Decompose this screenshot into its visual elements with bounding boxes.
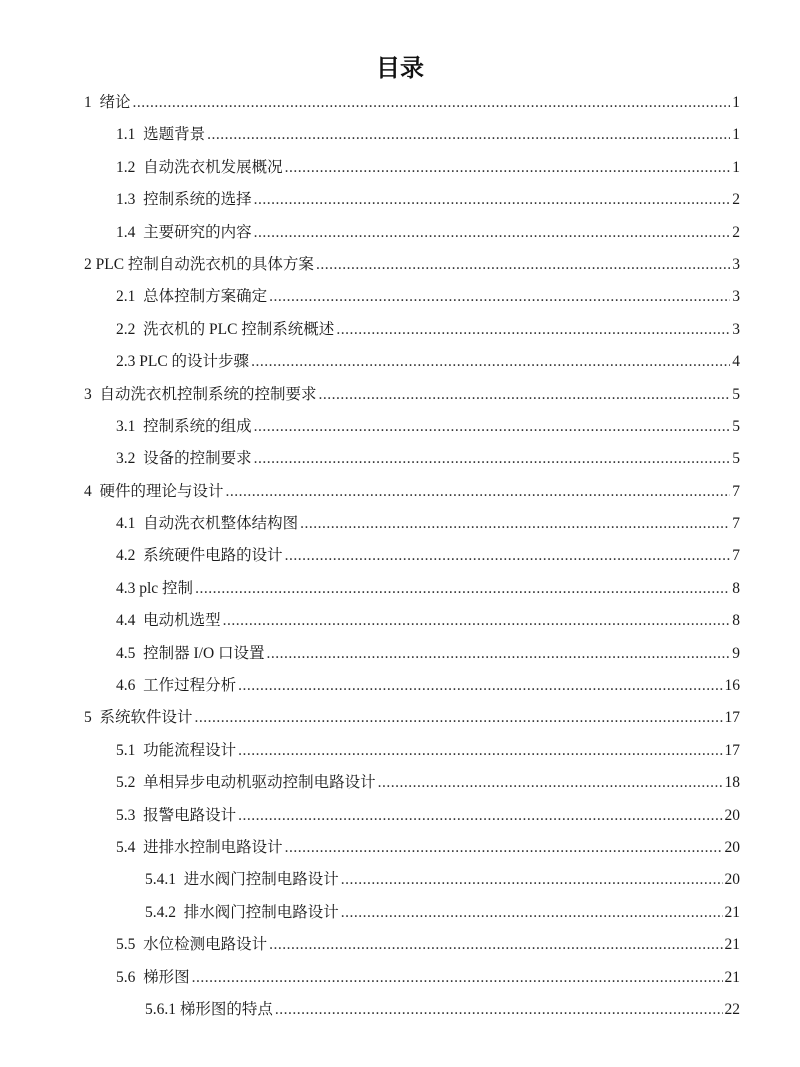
page-number: 7 xyxy=(732,482,740,500)
section-number: 2.2 xyxy=(116,320,144,338)
dot-leader xyxy=(341,864,723,896)
section-title: 自动洗衣机发展概况 xyxy=(143,158,283,176)
section-number: 1 xyxy=(84,94,100,111)
toc-entry[interactable] xyxy=(84,767,740,799)
section-title: 控制系统的选择 xyxy=(143,191,252,209)
section-title: 控制器 I/O 口设置 xyxy=(143,644,265,662)
toc-entry[interactable] xyxy=(84,800,740,832)
toc-entry[interactable] xyxy=(84,281,740,313)
section-number: 1.2 xyxy=(116,158,144,176)
page-number: 5 xyxy=(732,417,740,435)
section-title: 自动洗衣机整体结构图 xyxy=(143,515,299,533)
section-number: 2 xyxy=(84,255,96,273)
dot-leader xyxy=(285,152,730,184)
page-number: 21 xyxy=(724,903,740,921)
page-number: 3 xyxy=(732,255,740,273)
toc-entry[interactable] xyxy=(84,249,740,281)
toc-entry[interactable] xyxy=(84,702,740,734)
dot-leader xyxy=(195,702,723,734)
page-number: 5 xyxy=(732,450,740,468)
dot-leader xyxy=(285,540,730,572)
dot-leader xyxy=(192,962,723,994)
section-number: 5.5 xyxy=(116,936,144,954)
toc-entry[interactable] xyxy=(84,443,740,475)
section-number: 4.6 xyxy=(116,677,144,695)
page-number: 3 xyxy=(732,288,740,306)
toc-entry[interactable] xyxy=(84,864,740,896)
section-number: 5.4 xyxy=(116,838,144,856)
section-title: 硬件的理论与设计 xyxy=(99,482,224,500)
dot-leader xyxy=(238,670,722,702)
section-title: 水位检测电路设计 xyxy=(143,936,268,954)
section-number: 1.3 xyxy=(116,191,144,209)
section-number: 4.1 xyxy=(116,515,144,533)
dot-leader xyxy=(254,443,730,475)
page-number: 1 xyxy=(732,158,740,176)
dot-leader xyxy=(195,573,730,605)
toc-entry[interactable] xyxy=(84,605,740,637)
toc-entry[interactable] xyxy=(84,929,740,961)
section-number: 2.1 xyxy=(116,288,144,306)
toc-entry[interactable] xyxy=(84,573,740,605)
toc-entry[interactable] xyxy=(84,540,740,572)
section-title: 排水阀门控制电路设计 xyxy=(183,903,339,921)
section-title: 系统软件设计 xyxy=(99,709,193,727)
toc-entry[interactable] xyxy=(84,962,740,994)
section-title: plc 控制 xyxy=(139,579,194,597)
section-number: 1.4 xyxy=(116,223,144,241)
page-number: 1 xyxy=(732,94,740,111)
dot-leader xyxy=(378,767,723,799)
toc-entry[interactable] xyxy=(84,670,740,702)
page-number: 2 xyxy=(732,223,740,241)
toc-entry[interactable] xyxy=(84,897,740,929)
page-number: 21 xyxy=(724,968,740,986)
page-number: 8 xyxy=(732,579,740,597)
section-number: 5.2 xyxy=(116,774,144,792)
section-number: 1.1 xyxy=(116,126,144,144)
section-title: 设备的控制要求 xyxy=(143,450,252,468)
toc-entry[interactable] xyxy=(84,638,740,670)
section-title: PLC 的设计步骤 xyxy=(139,353,250,371)
section-title: 电动机选型 xyxy=(143,612,221,630)
page-number: 9 xyxy=(732,644,740,662)
dot-leader xyxy=(285,832,723,864)
toc-entry[interactable] xyxy=(84,832,740,864)
section-title: 进排水控制电路设计 xyxy=(143,838,283,856)
section-title: 梯形图的特点 xyxy=(179,1000,273,1018)
section-number: 3.1 xyxy=(116,417,144,435)
section-number: 5 xyxy=(84,709,100,727)
section-number: 5.3 xyxy=(116,806,144,824)
section-title: 梯形图 xyxy=(143,968,190,986)
section-number: 3 xyxy=(84,385,100,403)
toc-entry[interactable] xyxy=(84,346,740,378)
page-number: 20 xyxy=(724,838,740,856)
page-number: 17 xyxy=(724,741,740,759)
page-number: 20 xyxy=(724,871,740,889)
section-number: 5.6.1 xyxy=(145,1000,180,1018)
section-title: 系统硬件电路的设计 xyxy=(143,547,283,565)
toc-entry[interactable] xyxy=(84,314,740,346)
dot-leader xyxy=(336,314,730,346)
toc-entry[interactable] xyxy=(84,184,740,216)
section-number: 4 xyxy=(84,482,100,500)
section-number: 4.2 xyxy=(116,547,144,565)
dot-leader xyxy=(254,411,730,443)
section-number: 5.6 xyxy=(116,968,144,986)
section-title: 功能流程设计 xyxy=(143,741,237,759)
section-title: 选题背景 xyxy=(143,126,206,144)
page-number: 7 xyxy=(732,515,740,533)
section-title: 报警电路设计 xyxy=(143,806,237,824)
dot-leader xyxy=(275,994,723,1026)
page-number: 18 xyxy=(724,774,740,792)
section-number: 4.5 xyxy=(116,644,144,662)
dot-leader xyxy=(254,184,730,216)
page-number: 8 xyxy=(732,612,740,630)
dot-leader xyxy=(133,87,730,119)
section-number: 4.3 xyxy=(116,579,140,597)
page-title: 目录 xyxy=(376,54,424,82)
page-number: 20 xyxy=(724,806,740,824)
page-number: 17 xyxy=(724,709,740,727)
section-title: 总体控制方案确定 xyxy=(143,288,268,306)
toc-entry[interactable] xyxy=(84,476,740,508)
page-number: 21 xyxy=(724,936,740,954)
section-number: 3.2 xyxy=(116,450,144,468)
dot-leader xyxy=(267,638,730,670)
section-number: 2.3 xyxy=(116,353,140,371)
dot-leader xyxy=(254,217,730,249)
dot-leader xyxy=(238,800,722,832)
section-title: 绪论 xyxy=(99,94,131,111)
section-title: 进水阀门控制电路设计 xyxy=(183,871,339,889)
toc-entry[interactable] xyxy=(84,87,740,119)
section-title: 控制系统的组成 xyxy=(143,417,252,435)
page-number: 22 xyxy=(724,1000,740,1018)
section-title: 洗衣机的 PLC 控制系统概述 xyxy=(143,320,335,338)
dot-leader xyxy=(238,735,722,767)
toc-entry[interactable] xyxy=(84,994,740,1026)
section-title: 工作过程分析 xyxy=(143,677,237,695)
page-number: 4 xyxy=(732,353,740,371)
page-number: 5 xyxy=(732,385,740,403)
toc-entry[interactable] xyxy=(84,217,740,249)
dot-leader xyxy=(269,929,722,961)
toc-entry[interactable] xyxy=(84,411,740,443)
toc-entry[interactable] xyxy=(84,508,740,540)
section-number: 5.4.1 xyxy=(145,871,184,889)
section-number: 4.4 xyxy=(116,612,144,630)
dot-leader xyxy=(300,508,730,540)
section-title: 单相异步电动机驱动控制电路设计 xyxy=(143,774,376,792)
section-title: 自动洗衣机控制系统的控制要求 xyxy=(99,385,317,403)
dot-leader xyxy=(226,476,730,508)
toc-entry[interactable] xyxy=(84,152,740,184)
dot-leader xyxy=(341,897,723,929)
page-number: 1 xyxy=(732,126,740,144)
toc-entry[interactable] xyxy=(84,119,740,151)
section-title: 主要研究的内容 xyxy=(143,223,252,241)
dot-leader xyxy=(316,249,730,281)
dot-leader xyxy=(269,281,730,313)
dot-leader xyxy=(223,605,730,637)
page-number: 2 xyxy=(732,191,740,209)
page-number: 16 xyxy=(724,677,740,695)
page-number: 7 xyxy=(732,547,740,565)
toc-entry[interactable] xyxy=(84,735,740,767)
table-of-contents xyxy=(84,87,740,1026)
dot-leader xyxy=(207,119,730,151)
dot-leader xyxy=(319,379,730,411)
section-title: PLC 控制自动洗衣机的具体方案 xyxy=(95,255,314,273)
section-number: 5.4.2 xyxy=(145,903,184,921)
section-number: 5.1 xyxy=(116,741,144,759)
dot-leader xyxy=(251,346,730,378)
toc-entry[interactable] xyxy=(84,379,740,411)
page-number: 3 xyxy=(732,320,740,338)
